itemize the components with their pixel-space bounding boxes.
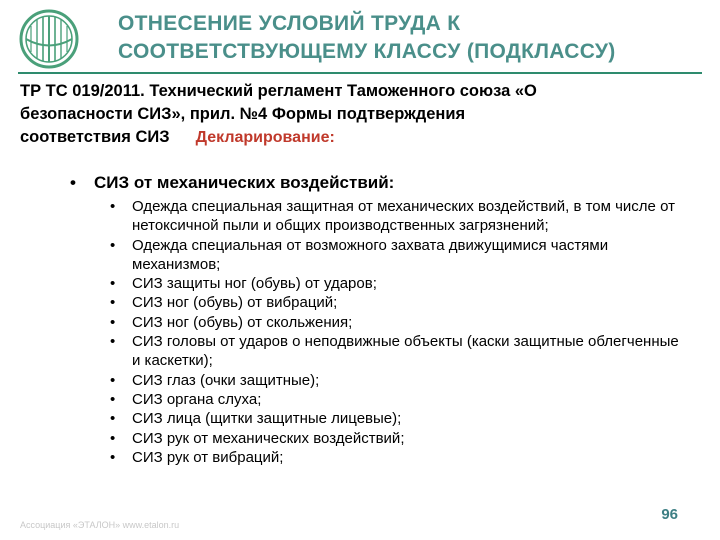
bullet-icon: • <box>110 390 116 408</box>
ppe-list <box>110 197 690 467</box>
list-item-text: СИЗ ног (обувь) от вибраций; <box>132 294 338 312</box>
list-item-text: СИЗ лица (щитки защитные лицевые); <box>132 410 402 428</box>
list-item <box>110 293 690 312</box>
intro-line-2: безопасности СИЗ», прил. №4 Формы подтверждения <box>20 105 466 123</box>
page-title <box>118 10 708 66</box>
list-item-text: СИЗ защиты ног (обувь) от ударов; <box>132 275 377 293</box>
bullet-icon: • <box>110 410 116 428</box>
bullet-icon: • <box>110 236 116 254</box>
bullet-icon: • <box>110 429 116 447</box>
intro-line-1: ТР ТС 019/2011. Технический регламент Таможенного союза «О <box>20 82 537 100</box>
list-item <box>110 274 690 293</box>
list-item-text: СИЗ ног (обувь) от скольжения; <box>132 313 353 331</box>
list-item-text: СИЗ рук от вибраций; <box>132 448 284 466</box>
list-item <box>110 313 690 332</box>
page-number: 96 <box>661 506 678 523</box>
title-line-2: СООТВЕТСТВУЮЩЕМУ КЛАССУ (ПОДКЛАССУ) <box>118 40 616 63</box>
title-line-1: ОТНЕСЕНИЕ УСЛОВИЙ ТРУДА К <box>118 12 461 35</box>
section-heading <box>70 172 394 194</box>
list-item <box>110 332 690 371</box>
list-item-text: Одежда специальная защитная от механических воздействий, в том числе от нетоксичной пыли и общих производственных загрязнений; <box>132 198 675 235</box>
intro-line-3 <box>20 126 710 149</box>
section-heading-text: СИЗ от механических воздействий: <box>94 173 395 192</box>
list-item-text: СИЗ глаз (очки защитные); <box>132 371 320 389</box>
list-item <box>110 429 690 448</box>
list-item <box>110 448 690 467</box>
bullet-icon: • <box>110 333 116 351</box>
list-item <box>110 197 690 236</box>
intro-line-3-text: соответствия СИЗ <box>20 128 170 146</box>
bullet-icon: • <box>110 275 116 293</box>
declaration-label: Декларирование: <box>195 129 335 146</box>
list-item-text: СИЗ органа слуха; <box>132 390 262 408</box>
list-item <box>110 236 690 275</box>
bullet-icon: • <box>110 448 116 466</box>
globe-logo-icon <box>18 8 80 70</box>
bullet-icon: • <box>110 198 116 215</box>
header-divider <box>18 72 702 74</box>
list-item <box>110 371 690 390</box>
bullet-icon: • <box>110 313 116 331</box>
regulation-intro <box>20 80 710 149</box>
list-item-text: СИЗ рук от механических воздействий; <box>132 429 405 447</box>
bullet-icon: • <box>70 173 76 192</box>
list-item-text: СИЗ головы от ударов о неподвижные объекты (каски защитные облегченные и каскетки); <box>132 333 679 370</box>
bullet-icon: • <box>110 294 116 312</box>
list-item <box>110 409 690 428</box>
list-item <box>110 390 690 409</box>
footer-credit: Ассоциация «ЭТАЛОН» www.etalon.ru <box>20 520 180 530</box>
list-item-text: Одежда специальная от возможного захвата движущимися частями механизмов; <box>132 236 609 273</box>
bullet-icon: • <box>110 371 116 389</box>
